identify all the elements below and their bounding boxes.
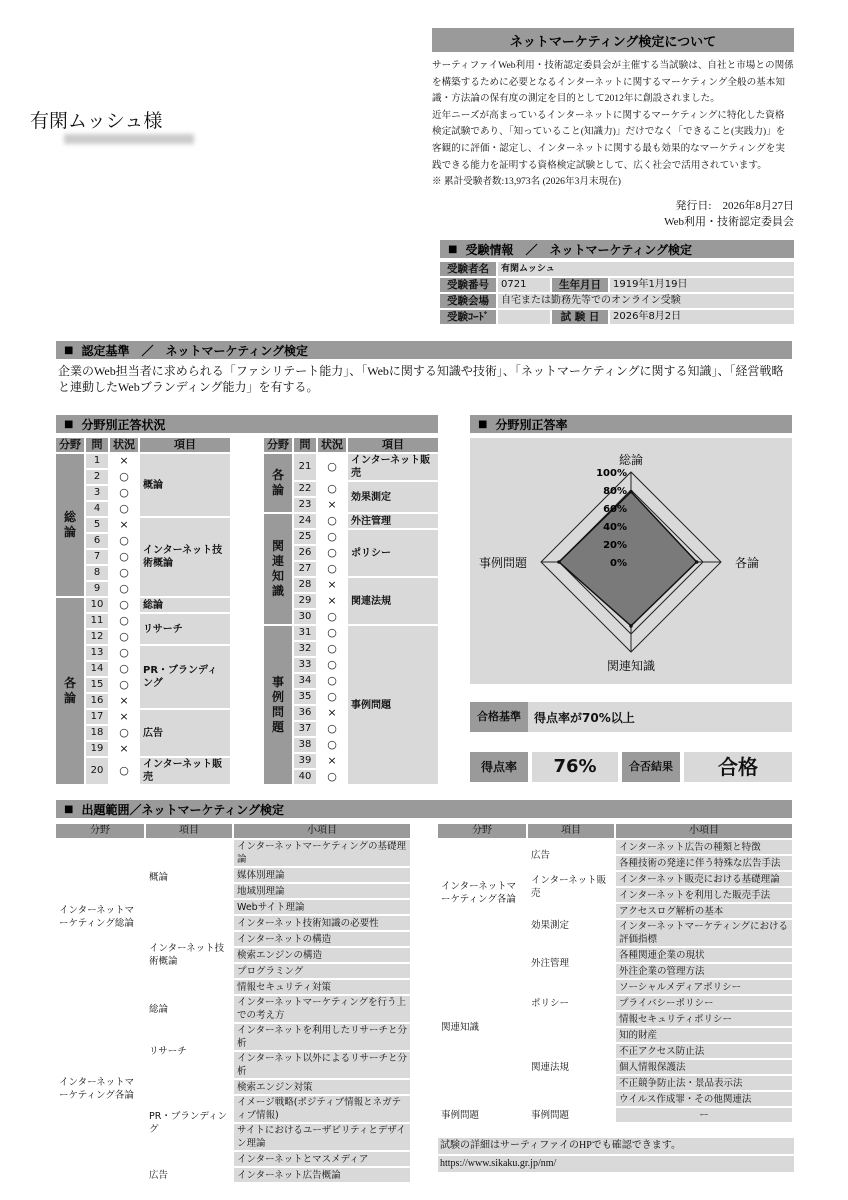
about-paragraph-1: サーティファイWeb利用・技術認定委員会が主催する当試験は、自社と市場との関係を構築するために必要となるインターネットに関するマーケティング全般の基本知識・方法論の保有度の測定を目的として2012年に創設されました。 bbox=[432, 60, 794, 105]
range-table-left bbox=[54, 822, 412, 1184]
item-cell: リサーチ bbox=[140, 614, 230, 644]
item-cell: インターネット販売 bbox=[140, 758, 230, 784]
pass-criteria-label: 合格基準 bbox=[470, 702, 528, 732]
exam-info-header: ■ 受験情報 ／ ネットマーケティング検定 bbox=[440, 240, 794, 258]
recipient-code-blurred bbox=[64, 134, 194, 144]
range-field: インターネットマーケティング各論 bbox=[438, 840, 526, 946]
answer-status: × bbox=[318, 594, 346, 608]
answer-status: × bbox=[318, 578, 346, 592]
range-field: インターネットマーケティング総論 bbox=[56, 840, 144, 994]
range-sub-item: インターネット広告の種類と特徴 bbox=[616, 840, 792, 854]
question-number: 38 bbox=[294, 738, 316, 752]
radar-tick-label: 0% bbox=[610, 558, 627, 569]
radar-panel bbox=[470, 438, 792, 684]
issue-info bbox=[560, 198, 794, 230]
range-sub-item: 外注企業の管理方法 bbox=[616, 964, 792, 978]
exam-info-label: 試 験 日 bbox=[552, 310, 608, 324]
range-col-sub: 小項目 bbox=[616, 824, 792, 838]
answer-status: ○ bbox=[318, 482, 346, 496]
item-cell: ポリシー bbox=[348, 530, 438, 576]
range-item: 事例問題 bbox=[528, 1108, 614, 1122]
question-number: 31 bbox=[294, 626, 316, 640]
exam-info-label: 受験者名 bbox=[440, 262, 496, 276]
question-number: 18 bbox=[86, 726, 108, 740]
question-number: 20 bbox=[86, 758, 108, 784]
answer-status: × bbox=[110, 742, 138, 756]
range-header: ■ 出題範囲／ネットマーケティング検定 bbox=[56, 800, 792, 818]
exam-info-label: 受験ｺｰﾄﾞ bbox=[440, 310, 496, 324]
pass-result-label: 合否結果 bbox=[622, 752, 680, 782]
question-number: 34 bbox=[294, 674, 316, 688]
field-cell: 総論 bbox=[56, 454, 84, 596]
radar-tick-label: 60% bbox=[603, 504, 627, 515]
answer-status: ○ bbox=[110, 502, 138, 516]
answers-header: ■ 分野別正答状況 bbox=[56, 415, 438, 433]
question-number: 28 bbox=[294, 578, 316, 592]
range-row bbox=[56, 840, 410, 866]
radar-header: ■ 分野別正答率 bbox=[470, 415, 792, 433]
answer-status: × bbox=[110, 710, 138, 724]
range-row bbox=[438, 948, 792, 962]
exam-info-table bbox=[438, 260, 796, 326]
question-number: 24 bbox=[294, 514, 316, 528]
range-sub-item: ー bbox=[616, 1108, 792, 1122]
range-item: 効果測定 bbox=[528, 904, 614, 946]
answer-status: ○ bbox=[318, 626, 346, 640]
answer-row bbox=[56, 598, 230, 612]
range-sub-item: インターネットを利用した販売手法 bbox=[616, 888, 792, 902]
answer-status: ○ bbox=[318, 562, 346, 576]
issue-date: 2026年8月27日 bbox=[722, 200, 794, 212]
pass-criteria-box bbox=[470, 702, 792, 732]
range-item: ポリシー bbox=[528, 980, 614, 1026]
footer-note: 試験の詳細はサーティファイのHPでも確認できます。 bbox=[438, 1138, 794, 1154]
answer-status: ○ bbox=[318, 642, 346, 656]
question-number: 19 bbox=[86, 742, 108, 756]
score-row bbox=[470, 752, 792, 782]
question-number: 25 bbox=[294, 530, 316, 544]
item-cell: PR・ブランディング bbox=[140, 646, 230, 708]
question-number: 35 bbox=[294, 690, 316, 704]
range-sub-item: インターネットを利用したリサーチと分析 bbox=[234, 1024, 410, 1050]
radar-tick-label: 100% bbox=[596, 468, 627, 479]
answer-status: ○ bbox=[110, 470, 138, 484]
pass-criteria-value: 得点率が70%以上 bbox=[534, 710, 635, 725]
answer-status: ○ bbox=[318, 514, 346, 528]
range-sub-item: ウイルス作成罪・その他関連法 bbox=[616, 1092, 792, 1106]
question-number: 8 bbox=[86, 566, 108, 580]
range-field: 事例問題 bbox=[438, 1108, 526, 1122]
about-text bbox=[432, 58, 794, 191]
range-sub-item: 知的財産 bbox=[616, 1028, 792, 1042]
question-number: 10 bbox=[86, 598, 108, 612]
question-number: 22 bbox=[294, 482, 316, 496]
question-number: 11 bbox=[86, 614, 108, 628]
question-number: 21 bbox=[294, 454, 316, 480]
range-table-right bbox=[436, 822, 794, 1124]
col-q: 問 bbox=[86, 438, 108, 452]
col-q: 問 bbox=[294, 438, 316, 452]
question-number: 5 bbox=[86, 518, 108, 532]
field-cell: 各論 bbox=[264, 454, 292, 512]
radar-data-point bbox=[557, 560, 561, 564]
exam-info-value: 2026年8月2日 bbox=[610, 310, 794, 324]
score-label: 得点率 bbox=[470, 752, 528, 782]
range-sub-item: 検索エンジン対策 bbox=[234, 1080, 410, 1094]
range-sub-item: インターネット以外によるリサーチと分析 bbox=[234, 1052, 410, 1078]
item-cell: 外注管理 bbox=[348, 514, 438, 528]
answer-status: × bbox=[318, 498, 346, 512]
item-cell: インターネット販売 bbox=[348, 454, 438, 480]
answer-status: × bbox=[110, 518, 138, 532]
range-field: 関連知識 bbox=[438, 948, 526, 1106]
score-value: 76% bbox=[532, 752, 618, 782]
range-sub-item: インターネット技術知識の必要性 bbox=[234, 916, 410, 930]
range-sub-item: インターネットマーケティングの基礎理論 bbox=[234, 840, 410, 866]
answer-status: × bbox=[110, 454, 138, 468]
answer-status: ○ bbox=[318, 770, 346, 784]
question-number: 32 bbox=[294, 642, 316, 656]
item-cell: 効果測定 bbox=[348, 482, 438, 512]
radar-data-point bbox=[629, 624, 633, 628]
radar-data-point bbox=[629, 490, 633, 494]
range-sub-item: アクセスログ解析の基本 bbox=[616, 904, 792, 918]
about-note: ※ 累計受験者数:13,973名 (2026年3月末現在) bbox=[432, 176, 621, 188]
answer-status: ○ bbox=[110, 758, 138, 784]
radar-tick-label: 80% bbox=[603, 486, 627, 497]
range-sub-item: ソーシャルメディアポリシー bbox=[616, 980, 792, 994]
answer-status: × bbox=[318, 754, 346, 768]
range-sub-item: インターネットの構造 bbox=[234, 932, 410, 946]
recipient-name: 有閑ムッシュ様 bbox=[30, 111, 163, 132]
range-sub-item: 個人情報保護法 bbox=[616, 1060, 792, 1074]
range-col-item: 項目 bbox=[146, 824, 232, 838]
range-sub-item: Webサイト理論 bbox=[234, 900, 410, 914]
range-item: 外注管理 bbox=[528, 948, 614, 978]
item-cell: 関連法規 bbox=[348, 578, 438, 624]
range-sub-item: 各種関連企業の現状 bbox=[616, 948, 792, 962]
range-sub-item: プライバシーポリシー bbox=[616, 996, 792, 1010]
answers-table-left bbox=[54, 436, 232, 786]
answer-status: × bbox=[318, 706, 346, 720]
exam-info-value: 1919年1月19日 bbox=[610, 278, 794, 292]
answers-table-right bbox=[262, 436, 440, 786]
criteria-text: 企業のWeb担当者に求められる「ファシリテート能力」、「Webに関する知識や技術」、「ネットマーケティングに関する知識」、「経営戦略と連動したWebブランディング能力」を有する。 bbox=[58, 364, 784, 394]
item-cell: 概論 bbox=[140, 454, 230, 516]
question-number: 13 bbox=[86, 646, 108, 660]
question-number: 37 bbox=[294, 722, 316, 736]
col-status: 状況 bbox=[318, 438, 346, 452]
radar-data-point bbox=[695, 560, 699, 564]
range-sub-item: プログラミング bbox=[234, 964, 410, 978]
issuer: Web利用・技術認定委員会 bbox=[664, 216, 794, 228]
question-number: 39 bbox=[294, 754, 316, 768]
field-cell: 事例問題 bbox=[264, 626, 292, 784]
exam-info-value: 自宅または勤務先等でのオンライン受験 bbox=[498, 294, 794, 308]
footer-url[interactable]: https://www.sikaku.gr.jp/nm/ bbox=[438, 1156, 794, 1172]
range-sub-item: インターネット販売における基礎理論 bbox=[616, 872, 792, 886]
question-number: 7 bbox=[86, 550, 108, 564]
answer-status: ○ bbox=[110, 598, 138, 612]
exam-info-value bbox=[498, 310, 550, 324]
range-item: 関連法規 bbox=[528, 1028, 614, 1106]
item-cell: 総論 bbox=[140, 598, 230, 612]
range-sub-item: 情報セキュリティポリシー bbox=[616, 1012, 792, 1026]
answer-status: ○ bbox=[110, 662, 138, 676]
range-sub-item: サイトにおけるユーザビリティとデザイン理論 bbox=[234, 1124, 410, 1150]
range-item: 広告 bbox=[528, 840, 614, 870]
radar-tick-label: 20% bbox=[603, 540, 627, 551]
exam-info-label: 受験番号 bbox=[440, 278, 496, 292]
radar-chart bbox=[470, 438, 792, 684]
field-cell: 各論 bbox=[56, 598, 84, 784]
about-title: ネットマーケティング検定について bbox=[432, 28, 794, 52]
range-sub-item: インターネットマーケティングを行う上での考え方 bbox=[234, 996, 410, 1022]
answer-row bbox=[264, 514, 438, 528]
range-sub-item: 不正競争防止法・景品表示法 bbox=[616, 1076, 792, 1090]
question-number: 16 bbox=[86, 694, 108, 708]
range-col-sub: 小項目 bbox=[234, 824, 410, 838]
answer-status: ○ bbox=[318, 530, 346, 544]
range-sub-item: 情報セキュリティ対策 bbox=[234, 980, 410, 994]
radar-category-label: 総論 bbox=[618, 453, 644, 467]
range-col-field: 分野 bbox=[56, 824, 144, 838]
col-field: 分野 bbox=[264, 438, 292, 452]
exam-info-value: 0721 bbox=[498, 278, 550, 292]
question-number: 14 bbox=[86, 662, 108, 676]
pass-result-value: 合格 bbox=[684, 752, 792, 782]
range-sub-item: 不正アクセス防止法 bbox=[616, 1044, 792, 1058]
question-number: 33 bbox=[294, 658, 316, 672]
answer-status: ○ bbox=[318, 546, 346, 560]
range-item: PR・ブランディング bbox=[146, 1080, 232, 1166]
exam-info-value: 有閑ムッシュ bbox=[498, 262, 794, 276]
range-sub-item: イメージ戦略(ポジティブ情報とネガティブ情報) bbox=[234, 1096, 410, 1122]
range-item: インターネット販売 bbox=[528, 872, 614, 902]
col-item: 項目 bbox=[348, 438, 438, 452]
range-sub-item: 各種技術の発達に伴う特殊な広告手法 bbox=[616, 856, 792, 870]
range-sub-item: インターネットマーケティングにおける評価指標 bbox=[616, 920, 792, 946]
answer-status: ○ bbox=[318, 454, 346, 480]
range-sub-item: 媒体別理論 bbox=[234, 868, 410, 882]
range-item: インターネット技術概論 bbox=[146, 916, 232, 994]
col-status: 状況 bbox=[110, 438, 138, 452]
answer-status: ○ bbox=[110, 550, 138, 564]
radar-series-area bbox=[559, 492, 697, 626]
question-number: 26 bbox=[294, 546, 316, 560]
range-sub-item: インターネット広告概論 bbox=[234, 1168, 410, 1182]
question-number: 9 bbox=[86, 582, 108, 596]
item-cell: インターネット技術概論 bbox=[140, 518, 230, 596]
range-sub-item: インターネットとマスメディア bbox=[234, 1152, 410, 1166]
answer-status: ○ bbox=[110, 566, 138, 580]
question-number: 15 bbox=[86, 678, 108, 692]
range-sub-item: 検索エンジンの構造 bbox=[234, 948, 410, 962]
answer-status: ○ bbox=[110, 614, 138, 628]
answer-status: ○ bbox=[110, 630, 138, 644]
range-row bbox=[438, 1108, 792, 1122]
range-row bbox=[56, 996, 410, 1022]
answer-status: ○ bbox=[110, 726, 138, 740]
about-paragraph-2: 近年ニーズが高まっているインターネットに関するマーケティングに特化した資格検定試験であり、「知っていること(知識力)」だけでなく「できること(実践力)」を客観的に評価・認定し、インターネットに関する最も効果的なマーケティングを実践できる能力を証明する資格検定試験として、広く社会で活用されています。 bbox=[432, 109, 786, 171]
field-cell: 関連知識 bbox=[264, 514, 292, 624]
exam-info-label: 生年月日 bbox=[552, 278, 608, 292]
answer-status: ○ bbox=[110, 646, 138, 660]
radar-category-label: 事例問題 bbox=[478, 556, 527, 570]
question-number: 27 bbox=[294, 562, 316, 576]
answer-status: ○ bbox=[318, 658, 346, 672]
range-row bbox=[438, 840, 792, 854]
question-number: 40 bbox=[294, 770, 316, 784]
answer-status: ○ bbox=[318, 738, 346, 752]
question-number: 4 bbox=[86, 502, 108, 516]
answer-row bbox=[264, 626, 438, 640]
answer-status: ○ bbox=[318, 690, 346, 704]
exam-info-label: 受験会場 bbox=[440, 294, 496, 308]
question-number: 29 bbox=[294, 594, 316, 608]
question-number: 2 bbox=[86, 470, 108, 484]
range-col-item: 項目 bbox=[528, 824, 614, 838]
radar-category-label: 関連知識 bbox=[606, 659, 656, 673]
item-cell: 事例問題 bbox=[348, 626, 438, 784]
question-number: 6 bbox=[86, 534, 108, 548]
range-item: 広告 bbox=[146, 1168, 232, 1182]
range-col-field: 分野 bbox=[438, 824, 526, 838]
question-number: 30 bbox=[294, 610, 316, 624]
criteria-header: ■ 認定基準 ／ ネットマーケティング検定 bbox=[56, 341, 792, 359]
item-cell: 広告 bbox=[140, 710, 230, 756]
answer-row bbox=[264, 454, 438, 480]
question-number: 36 bbox=[294, 706, 316, 720]
question-number: 17 bbox=[86, 710, 108, 724]
answer-status: ○ bbox=[318, 610, 346, 624]
radar-category-label: 各論 bbox=[735, 556, 760, 570]
answer-status: ○ bbox=[318, 674, 346, 688]
range-item: 概論 bbox=[146, 840, 232, 914]
answer-row bbox=[56, 454, 230, 468]
answer-status: ○ bbox=[110, 534, 138, 548]
range-item: リサーチ bbox=[146, 1024, 232, 1078]
issue-date-label: 発行日: bbox=[675, 200, 712, 212]
question-number: 12 bbox=[86, 630, 108, 644]
radar-tick-label: 40% bbox=[603, 522, 627, 533]
range-item: 総論 bbox=[146, 996, 232, 1022]
question-number: 1 bbox=[86, 454, 108, 468]
answer-status: ○ bbox=[110, 678, 138, 692]
col-field: 分野 bbox=[56, 438, 84, 452]
range-sub-item: 地域別理論 bbox=[234, 884, 410, 898]
answer-status: × bbox=[110, 694, 138, 708]
question-number: 23 bbox=[294, 498, 316, 512]
answer-status: ○ bbox=[318, 722, 346, 736]
range-field: インターネットマーケティング各論 bbox=[56, 996, 144, 1182]
answer-status: ○ bbox=[110, 582, 138, 596]
col-item: 項目 bbox=[140, 438, 230, 452]
question-number: 3 bbox=[86, 486, 108, 500]
answer-status: ○ bbox=[110, 486, 138, 500]
